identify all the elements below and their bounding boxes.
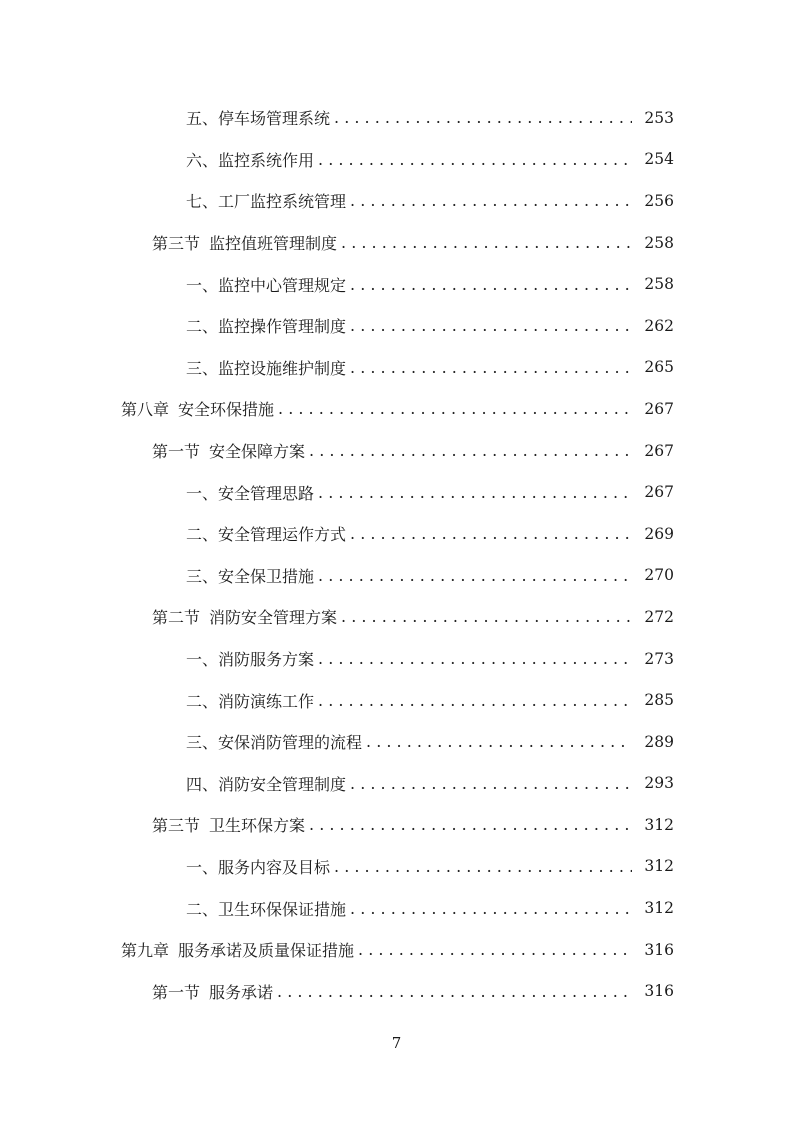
toc-entry-title: 六、监控系统作用	[186, 150, 315, 170]
toc-entry-page: 258	[644, 275, 674, 294]
dot-leader	[318, 649, 632, 668]
toc-entry-title: 监控值班管理制度	[209, 234, 338, 254]
dot-leader	[309, 441, 632, 460]
dot-leader	[318, 566, 632, 585]
toc-entry[interactable]	[0, 721, 793, 763]
toc-entry[interactable]	[0, 763, 793, 805]
toc-entry[interactable]	[0, 513, 793, 555]
dot-leader	[350, 275, 632, 294]
toc-entry-page: 262	[644, 316, 674, 335]
dot-leader	[318, 483, 632, 502]
toc-entry-title: 二、安全管理运作方式	[186, 525, 347, 545]
toc-entry-title: 三、安保消防管理的流程	[186, 733, 363, 753]
toc-entry-page: 316	[644, 982, 674, 1001]
toc-entry-title: 安全环保措施	[178, 400, 275, 420]
toc-entry-page: 254	[644, 150, 674, 169]
toc-entry-page: 316	[644, 940, 674, 959]
toc-entry[interactable]	[0, 222, 793, 264]
toc-entry[interactable]	[0, 180, 793, 222]
toc-entry[interactable]	[0, 471, 793, 513]
toc-entry-page: 312	[644, 815, 674, 834]
toc-entry[interactable]	[0, 388, 793, 430]
toc-entry-title: 一、消防服务方案	[186, 650, 315, 670]
toc-entry-page: 267	[644, 441, 674, 460]
toc-entry-title: 二、监控操作管理制度	[186, 317, 347, 337]
toc-entry-title: 一、服务内容及目标	[186, 857, 331, 877]
toc-entry-number: 第八章	[121, 400, 170, 420]
page-number: 7	[391, 1034, 402, 1052]
toc-entry[interactable]	[0, 305, 793, 347]
dot-leader	[366, 732, 632, 751]
toc-entry-title: 七、工厂监控系统管理	[186, 192, 347, 212]
toc-entry[interactable]	[0, 804, 793, 846]
toc-entry-page: 256	[644, 191, 674, 210]
dot-leader	[358, 940, 632, 959]
toc-entry[interactable]	[0, 596, 793, 638]
toc-entry-title: 卫生环保方案	[209, 816, 306, 836]
toc-entry-page: 293	[644, 774, 674, 793]
toc-entry[interactable]	[0, 347, 793, 389]
toc-entry-page: 270	[644, 566, 674, 585]
toc-entry[interactable]	[0, 638, 793, 680]
toc-entry-title: 二、卫生环保保证措施	[186, 899, 347, 919]
dot-leader	[278, 399, 632, 418]
toc-entry[interactable]	[0, 555, 793, 597]
dot-leader	[350, 524, 632, 543]
toc-entry-title: 安全保障方案	[209, 442, 306, 462]
toc-entry[interactable]	[0, 929, 793, 971]
toc-entry-title: 服务承诺及质量保证措施	[178, 941, 355, 961]
toc-entry[interactable]	[0, 887, 793, 929]
dot-leader	[341, 607, 632, 626]
toc-entry-page: 285	[644, 691, 674, 710]
toc-entry-page: 253	[644, 108, 674, 127]
toc-entry[interactable]	[0, 430, 793, 472]
dot-leader	[318, 691, 632, 710]
dot-leader	[334, 857, 632, 876]
toc-entry-number: 第三节	[152, 234, 201, 254]
toc-entry-number: 第三节	[152, 816, 201, 836]
toc-entry-page: 312	[644, 857, 674, 876]
toc-entry-number: 第一节	[152, 442, 201, 462]
toc-entry[interactable]	[0, 139, 793, 181]
toc-entry[interactable]	[0, 97, 793, 139]
dot-leader	[350, 774, 632, 793]
dot-leader	[341, 233, 632, 252]
toc-entry-page: 267	[644, 399, 674, 418]
toc-entry-title: 四、消防安全管理制度	[186, 774, 347, 794]
toc-entry-page: 258	[644, 233, 674, 252]
dot-leader	[350, 899, 632, 918]
dot-leader	[309, 815, 632, 834]
table-of-contents	[0, 97, 793, 1012]
toc-entry-title: 二、消防演练工作	[186, 691, 315, 711]
toc-entry[interactable]	[0, 263, 793, 305]
toc-entry-page: 265	[644, 358, 674, 377]
toc-entry[interactable]	[0, 970, 793, 1012]
dot-leader	[277, 982, 632, 1001]
toc-entry-number: 第九章	[121, 941, 170, 961]
toc-entry-page: 267	[644, 483, 674, 502]
toc-entry-title: 三、安全保卫措施	[186, 566, 315, 586]
toc-entry-page: 312	[644, 899, 674, 918]
toc-entry-number: 第一节	[152, 982, 201, 1002]
toc-entry-title: 五、停车场管理系统	[186, 109, 331, 129]
toc-entry-title: 一、监控中心管理规定	[186, 275, 347, 295]
toc-entry-number: 第二节	[152, 608, 201, 628]
dot-leader	[350, 358, 632, 377]
dot-leader	[318, 150, 632, 169]
dot-leader	[334, 108, 632, 127]
toc-entry[interactable]	[0, 846, 793, 888]
toc-entry-page: 289	[644, 732, 674, 751]
toc-entry-title: 服务承诺	[209, 982, 274, 1002]
toc-entry-page: 273	[644, 649, 674, 668]
dot-leader	[350, 316, 632, 335]
toc-entry-page: 272	[644, 607, 674, 626]
toc-entry[interactable]	[0, 679, 793, 721]
toc-entry-title: 消防安全管理方案	[209, 608, 338, 628]
toc-entry-title: 三、监控设施维护制度	[186, 358, 347, 378]
toc-entry-page: 269	[644, 524, 674, 543]
dot-leader	[350, 191, 632, 210]
toc-entry-title: 一、安全管理思路	[186, 483, 315, 503]
